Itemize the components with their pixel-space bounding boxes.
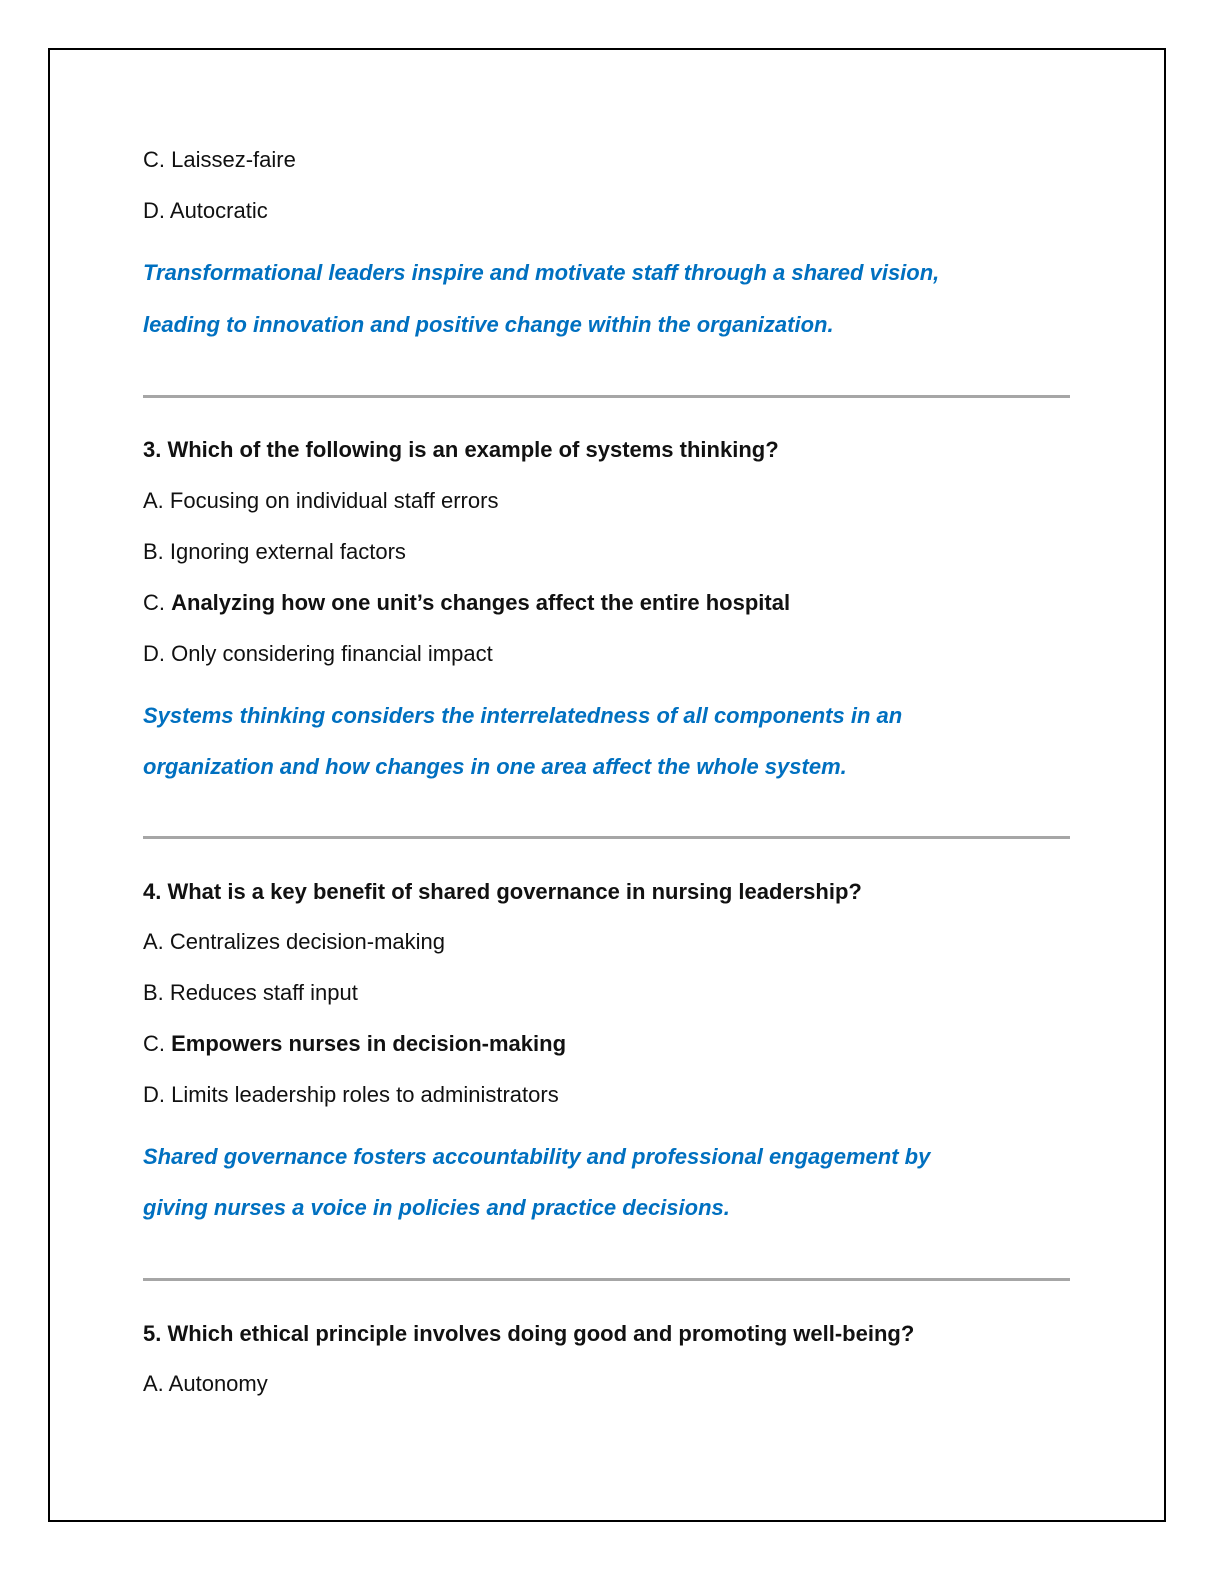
q4-option-b: B. Reduces staff input (143, 980, 358, 1005)
q4-explanation-line2: giving nurses a voice in policies and practice decisions. (143, 1195, 730, 1220)
q3-option-c (143, 588, 790, 618)
divider (143, 1278, 1070, 1281)
q4-correct-answer: Empowers nurses in decision-making (171, 1031, 567, 1056)
divider (143, 395, 1070, 398)
q5-question: 5. Which ethical principle involves doing good and promoting well-being? (143, 1321, 915, 1346)
q3-explanation-line2: organization and how changes in one area affect the whole system. (143, 754, 847, 779)
q2-option-d: D. Autocratic (143, 198, 268, 223)
q3-question: 3. Which of the following is an example of systems thinking? (143, 437, 779, 462)
q3-option-b: B. Ignoring external factors (143, 539, 406, 564)
q4-option-d: D. Limits leadership roles to administrators (143, 1082, 559, 1107)
q4-question: 4. What is a key benefit of shared governance in nursing leadership? (143, 879, 862, 904)
q2-explanation-line1: Transformational leaders inspire and motivate staff through a shared vision, (143, 260, 940, 285)
q4-option-a: A. Centralizes decision-making (143, 929, 446, 954)
q2-option-c: C. Laissez-faire (143, 147, 296, 172)
divider (143, 836, 1070, 839)
q3-option-c-letter: C. (143, 590, 165, 615)
q4-option-c (143, 1029, 566, 1059)
q3-correct-answer: Analyzing how one unit’s changes affect the entire hospital (171, 590, 791, 615)
q4-explanation-line1: Shared governance fosters accountability and professional engagement by (143, 1144, 931, 1169)
q2-explanation-line2: leading to innovation and positive change within the organization. (143, 312, 834, 337)
q3-explanation-line1: Systems thinking considers the interrelatedness of all components in an (143, 703, 903, 728)
q3-option-a: A. Focusing on individual staff errors (143, 488, 499, 513)
q4-option-c-letter: C. (143, 1031, 165, 1056)
q5-option-a: A. Autonomy (143, 1371, 268, 1396)
q3-option-d: D. Only considering financial impact (143, 641, 493, 666)
